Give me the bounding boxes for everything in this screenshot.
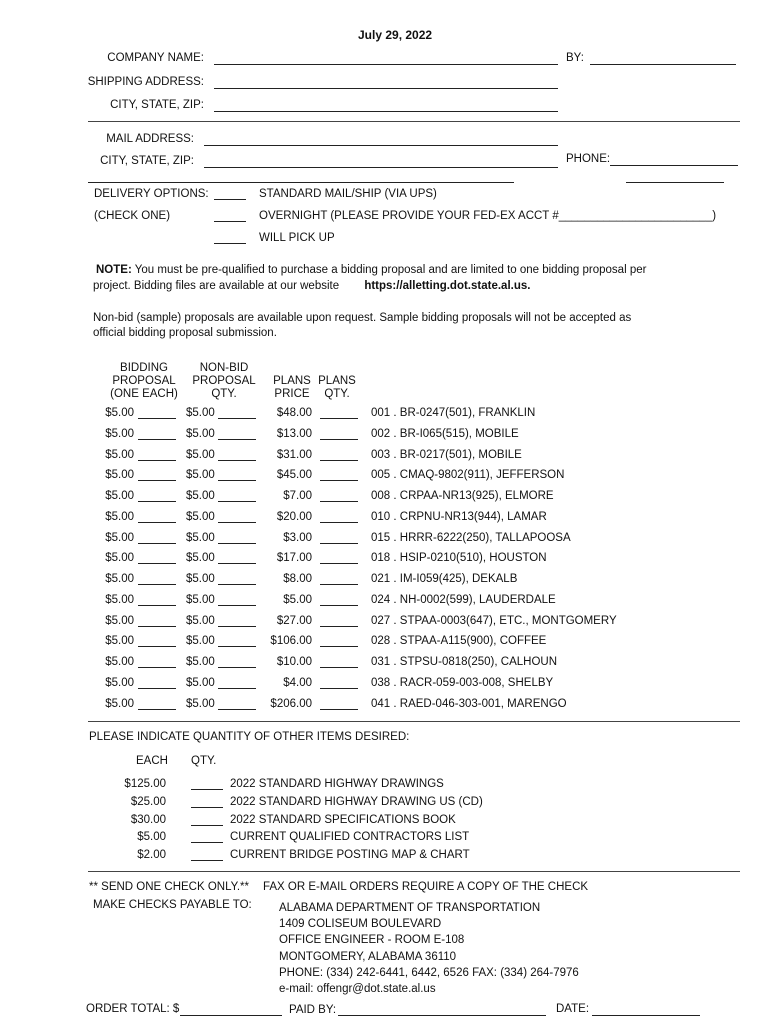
bidding-price: $5.00 bbox=[105, 593, 134, 606]
plans-price: $48.00 bbox=[276, 407, 312, 419]
project-row bbox=[0, 428, 770, 444]
delivery-standard-checkbox[interactable] bbox=[214, 199, 246, 200]
other-item-row bbox=[0, 796, 770, 812]
delivery-overnight-checkbox[interactable] bbox=[214, 221, 246, 222]
bidding-qty-field[interactable] bbox=[138, 450, 176, 461]
plans-qty-field[interactable] bbox=[320, 533, 358, 544]
plans-qty-field[interactable] bbox=[320, 616, 358, 627]
plans-price: $4.00 bbox=[283, 676, 312, 689]
plans-qty-field[interactable] bbox=[320, 450, 358, 461]
bidding-price: $5.00 bbox=[105, 490, 134, 502]
plans-qty-field[interactable] bbox=[320, 574, 358, 585]
project-row bbox=[0, 677, 770, 693]
nonbid-price: $5.00 bbox=[186, 469, 215, 482]
project-row bbox=[0, 490, 770, 506]
nonbid-qty-field[interactable] bbox=[218, 408, 256, 419]
plans-price: $10.00 bbox=[276, 656, 312, 668]
bidding-qty-field[interactable] bbox=[138, 533, 176, 544]
plans-price: $106.00 bbox=[270, 635, 312, 648]
item-qty-field[interactable] bbox=[191, 850, 223, 861]
website-link[interactable]: https://alletting.dot.state.al.us. bbox=[364, 280, 531, 292]
divider bbox=[88, 721, 740, 722]
project-name: 003 . BR-0217(501), MOBILE bbox=[371, 448, 522, 461]
address-line: 1409 COLISEUM BOULEVARD bbox=[279, 918, 442, 931]
project-row bbox=[0, 407, 770, 423]
plans-qty-header bbox=[314, 375, 360, 401]
plans-price-header bbox=[268, 375, 316, 401]
delivery-pickup-checkbox[interactable] bbox=[214, 243, 246, 244]
project-row bbox=[0, 656, 770, 672]
date-field[interactable] bbox=[592, 1015, 700, 1016]
plans-qty-field[interactable] bbox=[320, 408, 358, 419]
shipping-city-field[interactable] bbox=[214, 111, 558, 112]
item-name: CURRENT QUALIFIED CONTRACTORS LIST bbox=[230, 831, 470, 844]
project-row bbox=[0, 469, 770, 485]
plans-qty-field[interactable] bbox=[320, 636, 358, 647]
item-qty-field[interactable] bbox=[191, 779, 223, 790]
header-line: QTY. bbox=[211, 388, 237, 400]
note-label: NOTE: bbox=[96, 264, 132, 276]
payable-to-label: MAKE CHECKS PAYABLE TO: bbox=[93, 899, 252, 911]
item-name: 2022 STANDARD SPECIFICATIONS BOOK bbox=[230, 813, 456, 826]
nonbid-price: $5.00 bbox=[186, 614, 215, 627]
bidding-price: $5.00 bbox=[105, 448, 134, 461]
divider bbox=[626, 182, 724, 183]
bidding-price: $5.00 bbox=[105, 552, 134, 565]
nonbid-price: $5.00 bbox=[186, 552, 215, 565]
delivery-option-overnight: OVERNIGHT (PLEASE PROVIDE YOUR FED-EX ACCT #________________________) bbox=[259, 210, 717, 222]
nonbid-price: $5.00 bbox=[186, 427, 215, 440]
project-name: 001 . BR-0247(501), FRANKLIN bbox=[371, 407, 536, 419]
note-line-2 bbox=[93, 280, 530, 292]
nonbid-price: $5.00 bbox=[186, 531, 215, 544]
bidding-qty-field[interactable] bbox=[138, 616, 176, 627]
plans-qty-field[interactable] bbox=[320, 553, 358, 564]
other-item-row bbox=[0, 814, 770, 830]
company-name-field[interactable] bbox=[214, 64, 558, 65]
plans-qty-field[interactable] bbox=[320, 429, 358, 440]
nonbid-qty-field[interactable] bbox=[218, 470, 256, 481]
plans-price: $7.00 bbox=[283, 490, 312, 502]
nonbid-price: $5.00 bbox=[186, 573, 215, 585]
item-price: $30.00 bbox=[130, 813, 166, 826]
bidding-qty-field[interactable] bbox=[138, 678, 176, 689]
nonbid-price: $5.00 bbox=[186, 656, 215, 668]
header-line: PRICE bbox=[274, 388, 310, 400]
nonbid-qty-field[interactable] bbox=[218, 491, 256, 502]
bidding-price: $5.00 bbox=[105, 635, 134, 648]
mailing-address bbox=[279, 900, 579, 997]
nonbid-price: $5.00 bbox=[186, 510, 215, 523]
address-line: PHONE: (334) 242-6441, 6442, 6526 FAX: (334) 264-7976 bbox=[279, 966, 579, 979]
qty-header: QTY. bbox=[191, 755, 217, 767]
order-total-field[interactable] bbox=[180, 1015, 282, 1016]
project-row bbox=[0, 573, 770, 589]
item-price: $25.00 bbox=[130, 795, 166, 808]
address-line: OFFICE ENGINEER - ROOM E-108 bbox=[279, 934, 465, 947]
header-line: PLANS bbox=[273, 375, 311, 387]
email-link[interactable]: e-mail: offengr@dot.state.al.us bbox=[279, 983, 436, 996]
item-name: 2022 STANDARD HIGHWAY DRAWING US (CD) bbox=[230, 795, 483, 808]
plans-price: $20.00 bbox=[276, 510, 312, 523]
nonbid-qty-field[interactable] bbox=[218, 636, 256, 647]
paid-by-label: PAID BY: bbox=[289, 1004, 337, 1016]
nonbid-qty-field[interactable] bbox=[218, 533, 256, 544]
note-text-1: You must be pre-qualified to purchase a bidding proposal and are limited to one bidding proposal per bbox=[134, 264, 647, 276]
bidding-qty-field[interactable] bbox=[138, 699, 176, 710]
nonbid-price: $5.00 bbox=[186, 697, 215, 710]
project-name: 027 . STPAA-0003(647), ETC., MONTGOMERY bbox=[371, 614, 617, 627]
plans-qty-field[interactable] bbox=[320, 470, 358, 481]
document-date: July 29, 2022 bbox=[358, 28, 433, 42]
bidding-qty-field[interactable] bbox=[138, 636, 176, 647]
delivery-option-standard: STANDARD MAIL/SHIP (VIA UPS) bbox=[259, 188, 437, 200]
plans-qty-field[interactable] bbox=[320, 595, 358, 606]
mail-address-label: MAIL ADDRESS: bbox=[106, 133, 194, 145]
project-name: 005 . CMAQ-9802(911), JEFFERSON bbox=[371, 469, 565, 482]
item-name: CURRENT BRIDGE POSTING MAP & CHART bbox=[230, 849, 470, 862]
plans-price: $13.00 bbox=[276, 427, 312, 440]
bidding-qty-field[interactable] bbox=[138, 408, 176, 419]
check-one-label: (CHECK ONE) bbox=[94, 210, 171, 222]
header-line: (ONE EACH) bbox=[110, 388, 178, 400]
item-qty-field[interactable] bbox=[191, 815, 223, 826]
plans-qty-field[interactable] bbox=[320, 491, 358, 502]
item-price: $125.00 bbox=[124, 778, 166, 790]
by-field[interactable] bbox=[590, 64, 736, 65]
item-price: $2.00 bbox=[137, 849, 166, 862]
nonbid-price: $5.00 bbox=[186, 593, 215, 606]
project-row bbox=[0, 552, 770, 568]
bidding-qty-field[interactable] bbox=[138, 595, 176, 606]
note-line-1 bbox=[96, 264, 646, 276]
item-name: 2022 STANDARD HIGHWAY DRAWINGS bbox=[230, 778, 444, 790]
nonbid-text-2: official bidding proposal submission. bbox=[93, 327, 277, 339]
bidding-qty-field[interactable] bbox=[138, 553, 176, 564]
bidding-price: $5.00 bbox=[105, 656, 134, 668]
date-label: DATE: bbox=[556, 1003, 590, 1015]
project-row bbox=[0, 594, 770, 610]
item-qty-field[interactable] bbox=[191, 797, 223, 808]
plans-qty-field[interactable] bbox=[320, 678, 358, 689]
plans-price: $8.00 bbox=[283, 573, 312, 585]
bidding-price: $5.00 bbox=[105, 676, 134, 689]
plans-qty-field[interactable] bbox=[320, 699, 358, 710]
nonbid-qty-field[interactable] bbox=[218, 678, 256, 689]
project-name: 015 . HRRR-6222(250), TALLAPOOSA bbox=[371, 531, 571, 544]
nonbid-qty-field[interactable] bbox=[218, 512, 256, 523]
nonbid-qty-field[interactable] bbox=[218, 429, 256, 440]
project-name: 018 . HSIP-0210(510), HOUSTON bbox=[371, 552, 547, 565]
address-line: MONTGOMERY, ALABAMA 36110 bbox=[279, 950, 457, 963]
project-name: 010 . CRPNU-NR13(944), LAMAR bbox=[371, 510, 547, 523]
project-name: 021 . IM-I059(425), DEKALB bbox=[371, 573, 518, 585]
note-text-2: project. Bidding files are available at our website bbox=[93, 280, 340, 292]
bidding-price: $5.00 bbox=[105, 469, 134, 482]
item-qty-field[interactable] bbox=[191, 832, 223, 843]
plans-qty-field[interactable] bbox=[320, 657, 358, 668]
fax-note: FAX OR E-MAIL ORDERS REQUIRE A COPY OF THE CHECK bbox=[263, 881, 589, 893]
project-row bbox=[0, 511, 770, 527]
bidding-price: $5.00 bbox=[105, 427, 134, 440]
nonbid-qty-field[interactable] bbox=[218, 616, 256, 627]
bidding-price: $5.00 bbox=[105, 614, 134, 627]
plans-price: $31.00 bbox=[276, 448, 312, 461]
project-name: 008 . CRPAA-NR13(925), ELMORE bbox=[371, 490, 554, 502]
other-item-row bbox=[0, 849, 770, 865]
project-name: 031 . STPSU-0818(250), CALHOUN bbox=[371, 656, 557, 668]
bidding-qty-field[interactable] bbox=[138, 429, 176, 440]
item-price: $5.00 bbox=[137, 831, 166, 844]
each-header: EACH bbox=[136, 755, 168, 767]
header-line: PLANS bbox=[318, 375, 356, 387]
plans-qty-field[interactable] bbox=[320, 512, 358, 523]
by-label: BY: bbox=[566, 52, 584, 64]
nonbid-qty-field[interactable] bbox=[218, 574, 256, 585]
address-line: ALABAMA DEPARTMENT OF TRANSPORTATION bbox=[279, 902, 541, 914]
bidding-qty-field[interactable] bbox=[138, 512, 176, 523]
bidding-price: $5.00 bbox=[105, 407, 134, 419]
order-total-label: ORDER TOTAL: $ bbox=[86, 1003, 180, 1015]
project-name: 028 . STPAA-A115(900), COFFEE bbox=[371, 635, 547, 648]
delivery-option-pickup: WILL PICK UP bbox=[259, 232, 335, 244]
nonbid-proposal-header bbox=[184, 362, 264, 401]
company-name-label: COMPANY NAME: bbox=[107, 52, 204, 64]
shipping-address-field[interactable] bbox=[214, 88, 558, 89]
project-row bbox=[0, 532, 770, 548]
bidding-price: $5.00 bbox=[105, 697, 134, 710]
phone-label: PHONE: bbox=[566, 153, 611, 165]
project-name: 002 . BR-I065(515), MOBILE bbox=[371, 427, 519, 440]
bidding-price: $5.00 bbox=[105, 510, 134, 523]
nonbid-qty-field[interactable] bbox=[218, 657, 256, 668]
project-row bbox=[0, 615, 770, 631]
plans-price: $206.00 bbox=[270, 697, 312, 710]
paid-by-field[interactable] bbox=[338, 1015, 546, 1016]
header-line: BIDDING bbox=[120, 362, 168, 374]
bidding-qty-field[interactable] bbox=[138, 657, 176, 668]
plans-price: $45.00 bbox=[276, 469, 312, 482]
project-name: 041 . RAED-046-303-001, MARENGO bbox=[371, 697, 567, 710]
divider bbox=[88, 871, 740, 872]
other-items-heading: PLEASE INDICATE QUANTITY OF OTHER ITEMS DESIRED: bbox=[89, 731, 410, 743]
header-line: QTY. bbox=[324, 388, 350, 400]
nonbid-qty-field[interactable] bbox=[218, 450, 256, 461]
plans-price: $17.00 bbox=[276, 552, 312, 565]
phone-field[interactable] bbox=[610, 165, 738, 166]
bidding-proposal-header bbox=[100, 362, 188, 401]
nonbid-qty-field[interactable] bbox=[218, 699, 256, 710]
shipping-address-label: SHIPPING ADDRESS: bbox=[87, 76, 204, 88]
mail-city-field[interactable] bbox=[204, 167, 558, 168]
divider bbox=[88, 121, 740, 122]
project-row bbox=[0, 449, 770, 465]
other-item-row bbox=[0, 778, 770, 794]
delivery-options-label: DELIVERY OPTIONS: bbox=[94, 188, 209, 200]
mail-city-label: CITY, STATE, ZIP: bbox=[100, 155, 194, 167]
project-name: 038 . RACR-059-003-008, SHELBY bbox=[371, 676, 554, 689]
mail-address-field[interactable] bbox=[204, 145, 558, 146]
header-line: NON-BID bbox=[199, 362, 249, 374]
nonbid-price: $5.00 bbox=[186, 635, 215, 648]
bidding-qty-field[interactable] bbox=[138, 491, 176, 502]
bidding-qty-field[interactable] bbox=[138, 574, 176, 585]
header-line: PROPOSAL bbox=[192, 375, 256, 387]
nonbid-price: $5.00 bbox=[186, 676, 215, 689]
nonbid-price: $5.00 bbox=[186, 448, 215, 461]
other-item-row bbox=[0, 831, 770, 847]
shipping-city-label: CITY, STATE, ZIP: bbox=[110, 99, 204, 111]
nonbid-price: $5.00 bbox=[186, 490, 215, 502]
project-name: 024 . NH-0002(599), LAUDERDALE bbox=[371, 593, 556, 606]
nonbid-price: $5.00 bbox=[186, 407, 215, 419]
nonbid-qty-field[interactable] bbox=[218, 553, 256, 564]
bidding-price: $5.00 bbox=[105, 573, 134, 585]
send-one-check: ** SEND ONE CHECK ONLY.** bbox=[89, 881, 249, 893]
header-line: PROPOSAL bbox=[112, 375, 176, 387]
project-row bbox=[0, 698, 770, 714]
bidding-qty-field[interactable] bbox=[138, 470, 176, 481]
bidding-price: $5.00 bbox=[105, 531, 134, 544]
plans-price: $27.00 bbox=[276, 614, 312, 627]
plans-price: $5.00 bbox=[283, 593, 312, 606]
plans-price: $3.00 bbox=[283, 531, 312, 544]
divider bbox=[88, 182, 514, 183]
nonbid-qty-field[interactable] bbox=[218, 595, 256, 606]
nonbid-text-1: Non-bid (sample) proposals are available upon request. Sample bidding proposals will not be accepted as bbox=[93, 312, 632, 324]
project-row bbox=[0, 635, 770, 651]
